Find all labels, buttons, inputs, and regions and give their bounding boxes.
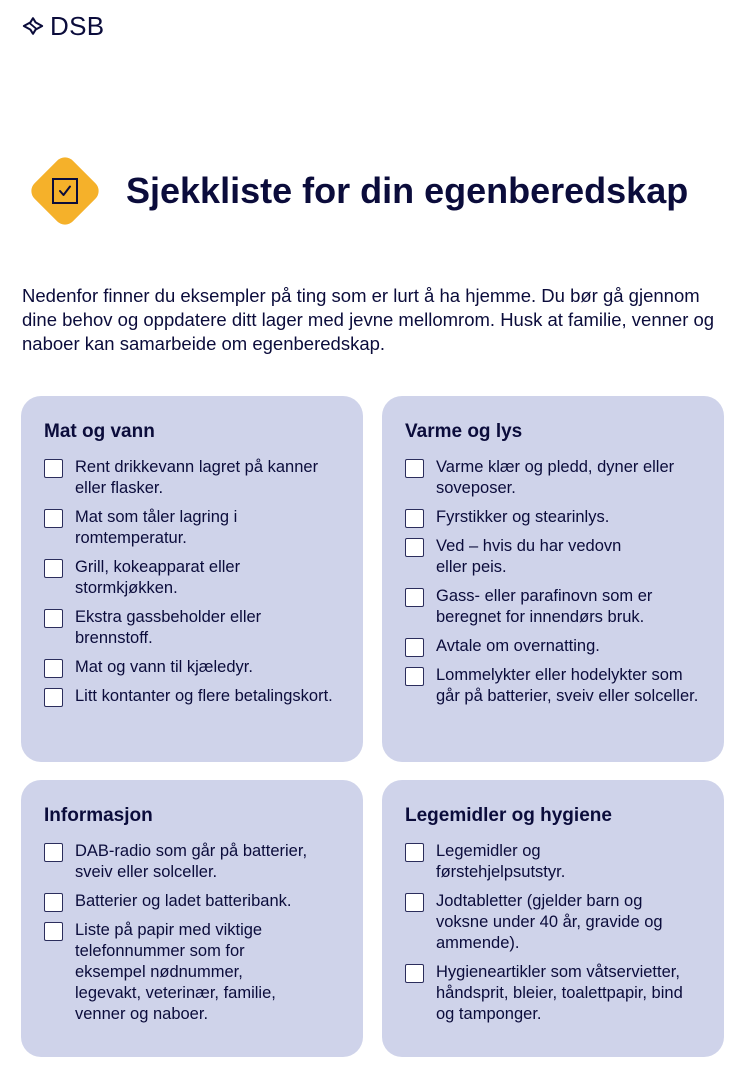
- checklist-item[interactable]: [405, 457, 704, 499]
- checklist-item-label: Avtale om overnatting.: [436, 637, 600, 655]
- checklist-item-label: Mat som tåler lagring i romtemperatur.: [75, 508, 238, 547]
- dsb-logo: [22, 12, 104, 40]
- section-mat-og-vann: [21, 396, 363, 762]
- checkbox[interactable]: [44, 893, 63, 912]
- checklist-item[interactable]: [405, 665, 704, 707]
- checklist-item-label: DAB-radio som går på batterier, sveiv eller solceller.: [75, 842, 308, 881]
- checkbox[interactable]: [405, 509, 424, 528]
- checkbox[interactable]: [44, 459, 63, 478]
- checklist-item[interactable]: [44, 457, 343, 499]
- checkbox[interactable]: [44, 843, 63, 862]
- checklist-item-label: Gass- eller parafinovn som er beregnet for innendørs bruk.: [436, 587, 653, 626]
- checklist-item-label: Ved – hvis du har vedovn eller peis.: [436, 537, 622, 576]
- checklist-item-label: Hygieneartikler som våtservietter, håndsprit, bleier, toalettpapir, bind og tamponger.: [436, 963, 683, 1023]
- checklist-item-label: Rent drikkevann lagret på kanner eller flasker.: [75, 458, 319, 497]
- checklist-item[interactable]: [44, 607, 343, 649]
- checkbox[interactable]: [405, 638, 424, 657]
- brand-name: DSB: [50, 11, 105, 41]
- checklist-item[interactable]: [405, 891, 704, 954]
- checklist-item[interactable]: [44, 686, 343, 707]
- checklist-item-label: Legemidler og førstehjelpsutstyr.: [436, 842, 566, 881]
- section-varme-og-lys: [382, 396, 724, 762]
- checklist-item[interactable]: [44, 891, 343, 912]
- checkbox[interactable]: [44, 509, 63, 528]
- checkbox[interactable]: [405, 893, 424, 912]
- checkbox[interactable]: [44, 688, 63, 707]
- section-legemidler-og-hygiene: [382, 780, 724, 1057]
- checklist-item[interactable]: [44, 841, 343, 883]
- section-title: Mat og vann: [44, 421, 155, 442]
- checklist-item[interactable]: [44, 507, 343, 549]
- checkbox[interactable]: [44, 559, 63, 578]
- checkbox[interactable]: [405, 843, 424, 862]
- checkbox[interactable]: [405, 538, 424, 557]
- checklist-item-label: Ekstra gassbeholder eller brennstoff.: [75, 608, 262, 647]
- checklist-item-label: Batterier og ladet batteribank.: [75, 892, 292, 910]
- page-title: Sjekkliste for din egenberedskap: [126, 170, 689, 211]
- section-title: Legemidler og hygiene: [405, 805, 612, 826]
- checklist-item[interactable]: [44, 920, 343, 1025]
- checklist-item-label: Liste på papir med viktige telefonnummer som for eksempel nødnummer, legevakt, veterinær, familie, venner og naboer.: [75, 921, 276, 1023]
- checkbox[interactable]: [44, 609, 63, 628]
- checklist-item[interactable]: [405, 636, 704, 657]
- checklist-item[interactable]: [405, 962, 704, 1025]
- checklist-item[interactable]: [44, 557, 343, 599]
- checklist-item-label: Lommelykter eller hodelykter som går på batterier, sveiv eller solceller.: [436, 666, 699, 705]
- checklist-item[interactable]: [405, 536, 704, 578]
- checkbox-diamond-icon: [22, 148, 108, 234]
- checkbox[interactable]: [44, 659, 63, 678]
- checklist-item[interactable]: [405, 586, 704, 628]
- checkbox[interactable]: [405, 964, 424, 983]
- checkbox[interactable]: [405, 459, 424, 478]
- checklist-item-label: Jodtabletter (gjelder barn og voksne under 40 år, gravide og ammende).: [436, 892, 663, 952]
- checklist-item-label: Grill, kokeapparat eller stormkjøkken.: [75, 558, 241, 597]
- section-informasjon: [21, 780, 363, 1057]
- checklist-item-label: Varme klær og pledd, dyner eller soveposer.: [436, 458, 675, 497]
- checklist-item-label: Fyrstikker og stearinlys.: [436, 508, 610, 526]
- checklist-item-label: Mat og vann til kjæledyr.: [75, 658, 253, 676]
- checkbox[interactable]: [44, 922, 63, 941]
- dsb-star-logo-icon: [22, 16, 44, 36]
- section-title: Informasjon: [44, 805, 153, 826]
- checkbox[interactable]: [405, 588, 424, 607]
- intro-text: Nedenfor finner du eksempler på ting som er lurt å ha hjemme. Du bør gå gjennom dine behov og oppdatere ditt lager med jevne mellomrom. Husk at familie, venner og naboer kan samarbeide om egenberedskap.: [22, 285, 715, 354]
- checklist-item[interactable]: [405, 507, 704, 528]
- checklist-item[interactable]: [44, 657, 343, 678]
- section-title: Varme og lys: [405, 421, 523, 442]
- checkbox[interactable]: [405, 667, 424, 686]
- checklist-item-label: Litt kontanter og flere betalingskort.: [75, 687, 333, 705]
- checklist-item[interactable]: [405, 841, 704, 883]
